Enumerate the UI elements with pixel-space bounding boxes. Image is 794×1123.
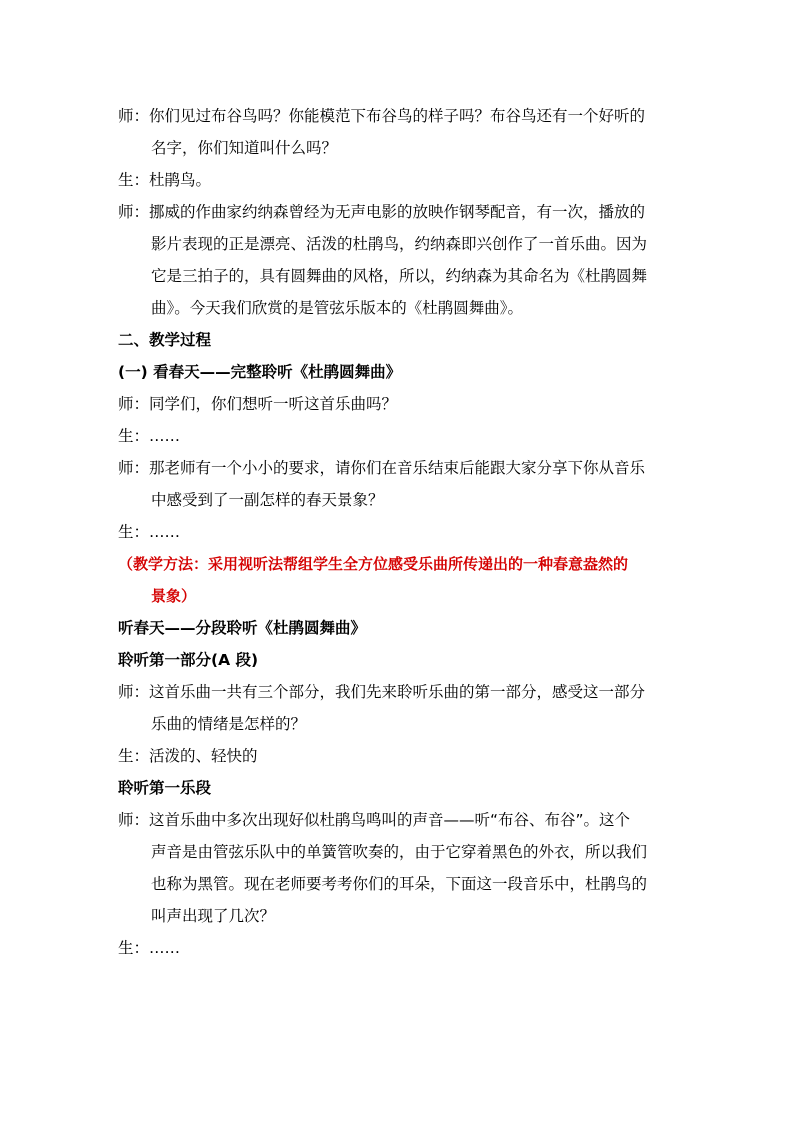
text-line: 声音是由管弦乐队中的单簧管吹奏的，由于它穿着黑色的外衣，所以我们 bbox=[151, 843, 648, 861]
paragraph-student: 生：…… bbox=[118, 939, 181, 957]
note-line: 景象） bbox=[151, 587, 197, 605]
text-line: 师：你们见过布谷鸟吗？你能模范下布谷鸟的样子吗？布谷鸟还有一个好听的 bbox=[118, 107, 646, 125]
subsection-heading: 听春天——分段聆听《杜鹃圆舞曲》 bbox=[118, 619, 367, 637]
text-line: 影片表现的正是漂亮、活泼的杜鹃鸟，约纳森即兴创作了一首乐曲。因为 bbox=[151, 235, 648, 253]
paragraph-student: 生：…… bbox=[118, 523, 181, 541]
text-line: 它是三拍子的，具有圆舞曲的风格，所以，约纳森为其命名为《杜鹃圆舞 bbox=[151, 267, 648, 285]
paragraph-teacher-question-cuckoo bbox=[118, 100, 678, 164]
subsection-heading: (一) 看春天——完整聆听《杜鹃圆舞曲》 bbox=[118, 363, 402, 381]
paragraph-student: 生：活泼的、轻快的 bbox=[118, 747, 258, 765]
teaching-method-note bbox=[118, 548, 678, 612]
paragraph-student: 生：…… bbox=[118, 427, 181, 445]
text-line: 名字，你们知道叫什么吗？ bbox=[151, 139, 338, 157]
paragraph-teacher-intro bbox=[118, 196, 678, 324]
paragraph-teacher: 师：同学们，你们想听一听这首乐曲吗？ bbox=[118, 395, 398, 413]
note-line: （教学方法：采用视听法帮组学生全方位感受乐曲所传递出的一种春意盎然的 bbox=[118, 555, 629, 573]
subsection-heading: 聆听第一乐段 bbox=[118, 779, 212, 797]
text-line: 师：这首乐曲一共有三个部分，我们先来聆听乐曲的第一部分，感受这一部分 bbox=[118, 683, 646, 701]
paragraph-teacher-part-one bbox=[118, 676, 678, 740]
text-line: 师：那老师有一个小小的要求，请你们在音乐结束后能跟大家分享下你从音乐 bbox=[118, 459, 646, 477]
text-line: 师：挪威的作曲家约纳森曾经为无声电影的放映作钢琴配音，有一次，播放的 bbox=[118, 203, 646, 221]
text-line: 乐曲的情绪是怎样的？ bbox=[151, 715, 307, 733]
paragraph-teacher-clarinet bbox=[118, 804, 678, 932]
paragraph-student-answer: 生：杜鹃鸟。 bbox=[118, 171, 212, 189]
section-heading: 二、教学过程 bbox=[118, 331, 212, 349]
text-line: 曲》。今天我们欣赏的是管弦乐版本的《杜鹃圆舞曲》。 bbox=[151, 299, 524, 317]
text-line: 中感受到了一副怎样的春天景象？ bbox=[151, 491, 384, 509]
paragraph-teacher-request bbox=[118, 452, 678, 516]
text-line: 也称为黑管。现在老师要考考你们的耳朵，下面这一段音乐中，杜鹃鸟的 bbox=[151, 875, 648, 893]
text-line: 师：这首乐曲中多次出现好似杜鹃鸟鸣叫的声音——听“布谷、布谷”。这个 bbox=[118, 811, 631, 829]
text-line: 叫声出现了几次？ bbox=[151, 907, 276, 925]
document-body bbox=[118, 100, 678, 964]
subsection-heading: 聆听第一部分(A 段) bbox=[118, 651, 259, 669]
